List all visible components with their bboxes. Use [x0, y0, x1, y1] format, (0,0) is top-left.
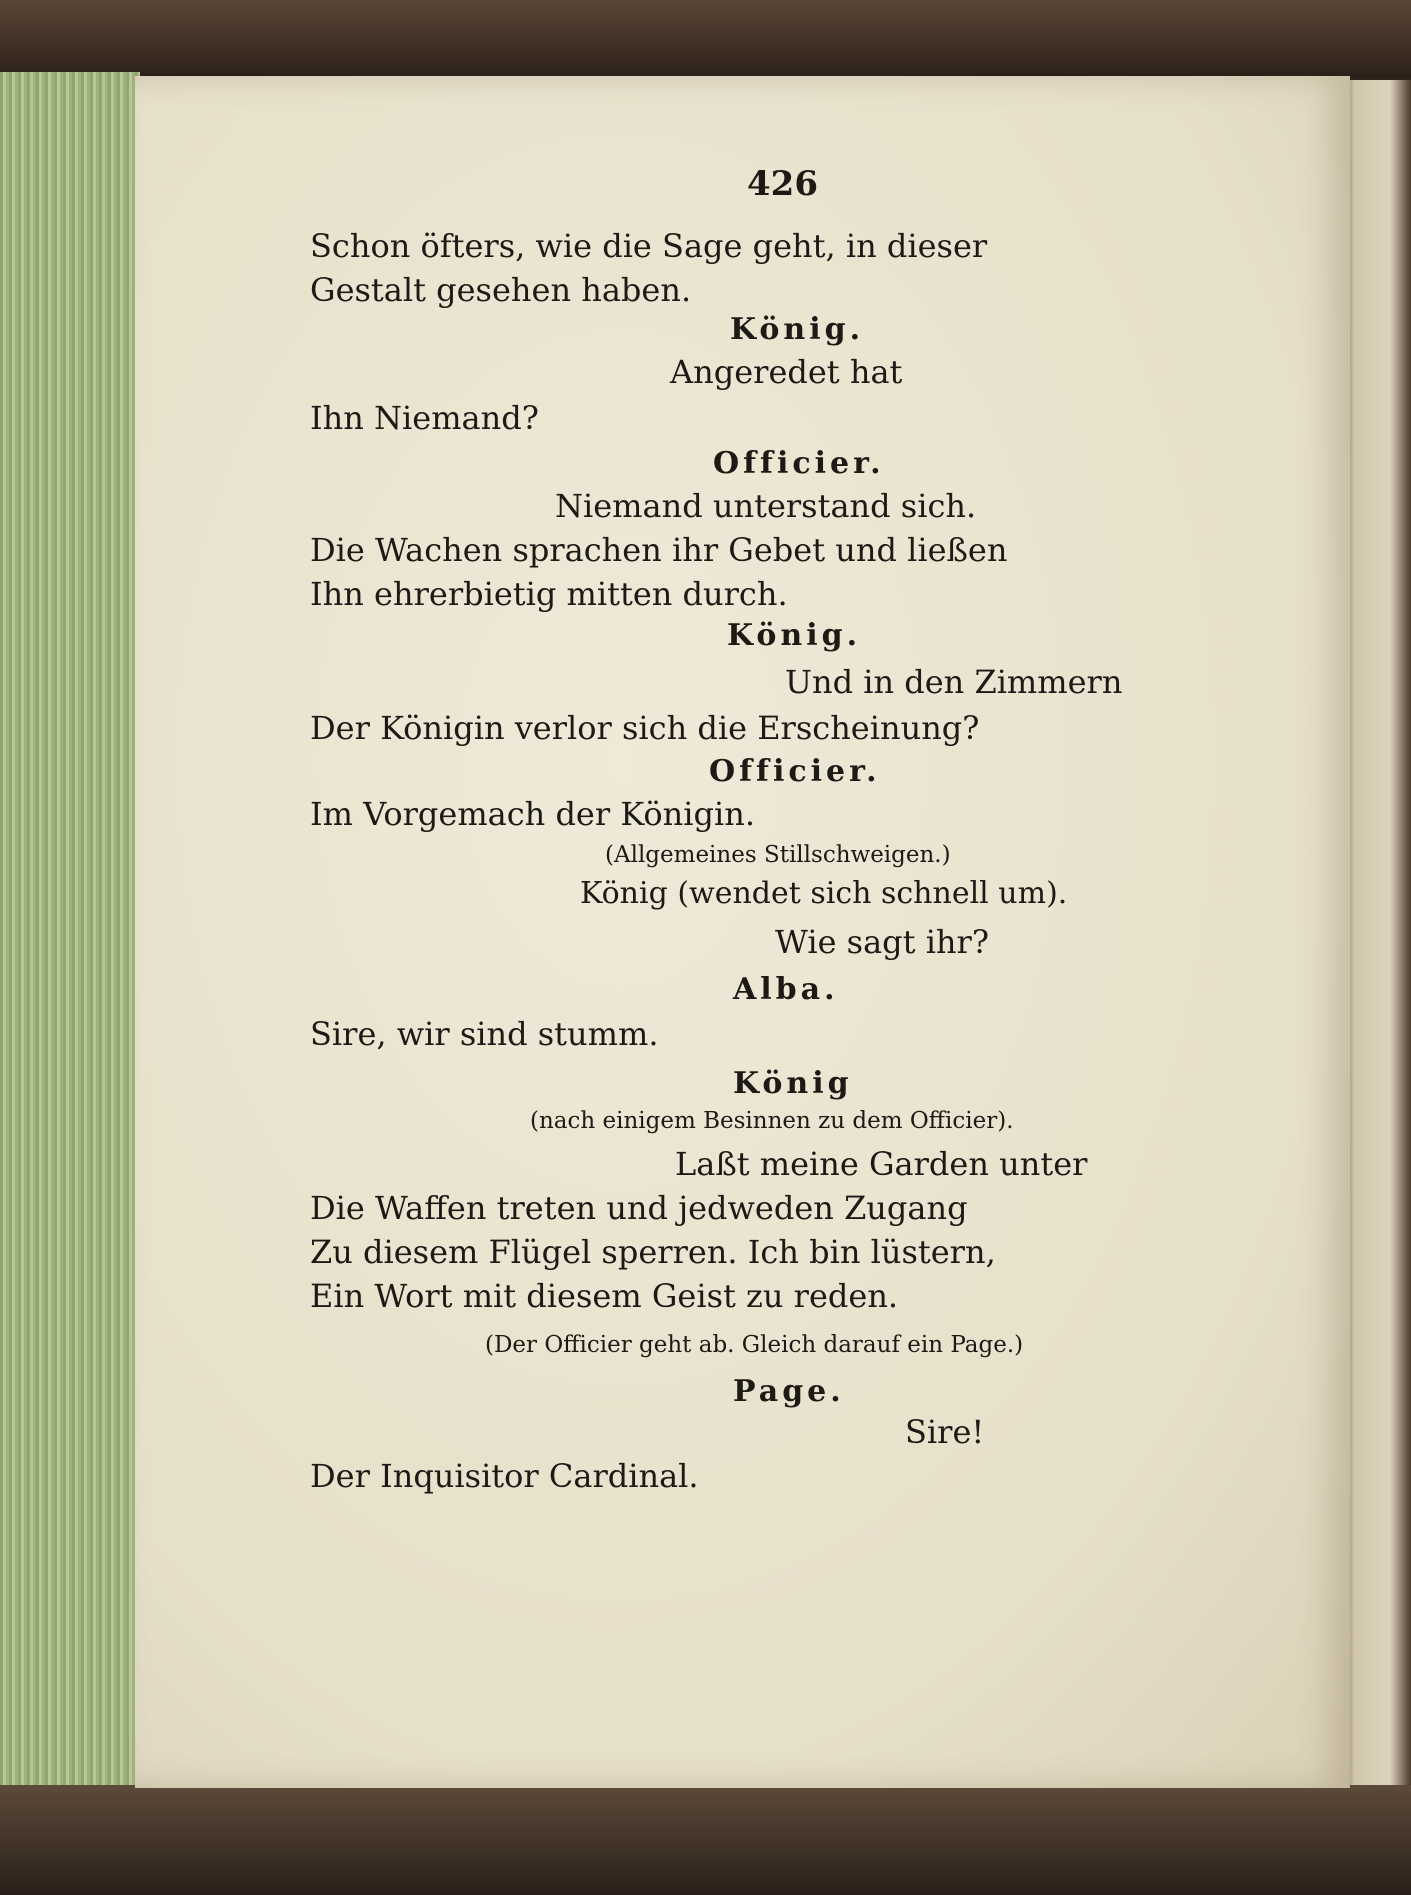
text-line: Angeredet hat	[670, 353, 903, 391]
speaker-label: König.	[727, 618, 862, 653]
top-edge	[0, 0, 1411, 78]
text-line: Die Wachen sprachen ihr Gebet und ließen	[310, 531, 1008, 569]
speaker-label: Page.	[733, 1374, 845, 1409]
text-line: Und in den Zimmern	[785, 663, 1123, 701]
text-line: Laßt meine Garden unter	[675, 1145, 1088, 1183]
text-line: Die Waffen treten und jedweden Zugang	[310, 1189, 968, 1227]
text-line: Der Inquisitor Cardinal.	[310, 1457, 699, 1495]
page-number: 426	[747, 164, 818, 204]
text-line: Wie sagt ihr?	[775, 923, 989, 961]
speaker-direction-line: König (wendet sich schnell um).	[580, 876, 1068, 911]
text-line: Ihn ehrerbietig mitten durch.	[310, 575, 788, 613]
text-line: Niemand unterstand sich.	[555, 487, 977, 525]
text-line: Im Vorgemach der Königin.	[310, 795, 755, 833]
speaker-label: Officier.	[713, 446, 885, 481]
page-text	[135, 76, 1350, 1788]
stage-direction: (Der Officier geht ab. Gleich darauf ein Page.)	[485, 1332, 1024, 1358]
text-line: Ein Wort mit diesem Geist zu reden.	[310, 1277, 899, 1315]
speaker-label: Officier.	[709, 754, 881, 789]
text-line: Schon öfters, wie die Sage geht, in dieser	[310, 227, 988, 265]
text-line: Zu diesem Flügel sperren. Ich bin lüstern,	[310, 1233, 996, 1271]
text-line: Der Königin verlor sich die Erscheinung?	[310, 709, 980, 747]
speaker-label: König.	[730, 312, 865, 347]
page-stack-edge	[0, 72, 140, 1792]
text-line: Gestalt gesehen haben.	[310, 271, 692, 309]
text-line: Sire, wir sind stumm.	[310, 1015, 659, 1053]
facing-page-edge	[1340, 80, 1411, 1795]
speaker-label: König	[733, 1066, 853, 1101]
speaker-label: Alba.	[733, 972, 839, 1007]
text-line: Sire!	[905, 1413, 985, 1451]
text-line: Ihn Niemand?	[310, 399, 539, 437]
bottom-edge	[0, 1785, 1411, 1895]
book-page	[135, 76, 1350, 1788]
stage-direction: (nach einigem Besinnen zu dem Officier).	[530, 1108, 1014, 1134]
stage-direction: (Allgemeines Stillschweigen.)	[605, 842, 951, 868]
